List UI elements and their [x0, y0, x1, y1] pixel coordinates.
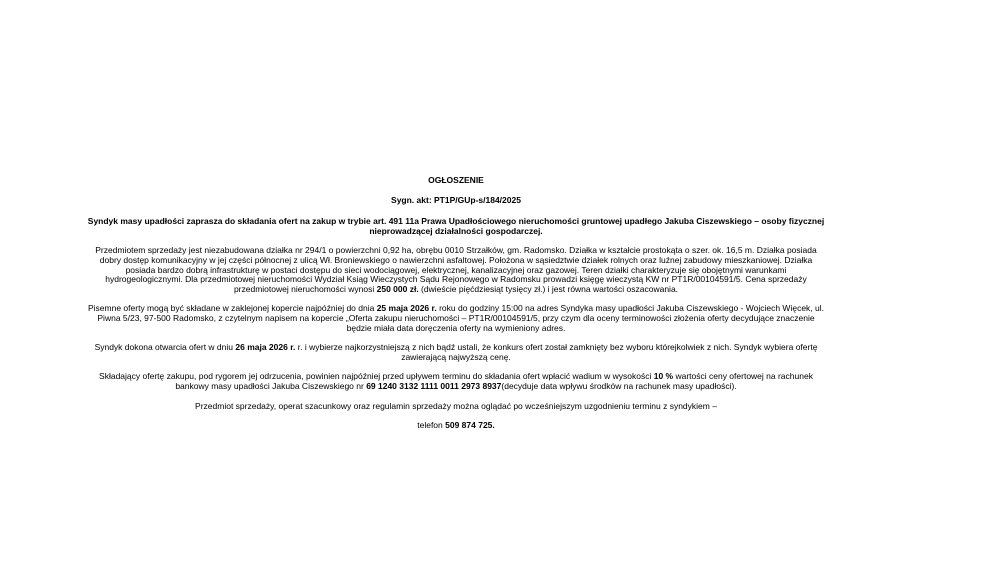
property-price: 250 000 zł.	[376, 283, 419, 294]
deposit-percentage: 10 %	[653, 371, 674, 382]
offer-submission-text: Pisemne oferty mogą być składane w zaklejonej kopercie najpóźniej do dnia	[88, 303, 377, 314]
deposit-text: Składający ofertę zakupu, pod rygorem jej odrzucenia, powinien najpóźniej przed upływem terminu do składania ofert wpłacić wadium w wysokości	[99, 371, 654, 382]
offer-submission-details: roku do godziny 15:00 na adres Syndyka masy upadłości Jakuba Ciszewskiego - Wojciech Więcek, ul. Piwna 5/23, 97-500 Radomsko, z czytelnym napisem na kopercie „Oferta zakupu nieruchomości – PT1R/00104591/5, przy czym dla oceny terminowości złożenia oferty decydujące znaczenie będzie miała data doręczenia oferty na wymieniony adres.	[97, 303, 824, 333]
announcement-title: OGŁOSZENIE	[428, 175, 484, 185]
announcement-document	[86, 176, 826, 431]
property-price-words: (dwieście pięćdziesiąt tysięcy zł.) i jest równa wartości oszacowania.	[418, 283, 679, 294]
inspection-paragraph: Przedmiot sprzedaży, operat szacunkowy oraz regulamin sprzedaży można oglądać po wcześniejszym uzgodnieniu terminu z syndykiem –	[195, 400, 717, 411]
case-reference-label: Sygn. akt:	[391, 194, 435, 205]
offer-deadline-date: 25 maja 2026 r.	[376, 303, 437, 314]
deposit-paragraph	[86, 372, 826, 391]
phone-label: telefon	[417, 420, 446, 431]
deposit-note: (decyduje data wpływu środków na rachunek masy upadłości).	[501, 380, 737, 391]
offer-opening-details: r. i wybierze najkorzystniejszą z nich bądź ustali, że konkurs ofert został zamknięty bez wyboru którejkolwiek z nich. Syndyk wybiera ofertę zawierającą najwyższą cenę.	[295, 342, 818, 362]
case-reference-value: PT1P/GUp-s/184/2025	[434, 194, 521, 205]
offer-opening-text: Syndyk dokona otwarcia ofert w dniu	[94, 342, 236, 353]
property-description-text: Przedmiotem sprzedaży jest niezabudowana działka nr 294/1 o powierzchni 0,92 ha, obrębu 0010 Strzałków, gm. Radomsko. Działka w kształcie prostokąta o szer. ok. 16,5 m. Działka posiada dobry dostęp komunikacyjny w jej części północnej z ulicą Wł. Broniewskiego o nawierzchni asfaltowej. Położona w sąsiedztwie działek rolnych oraz luźnej zabudowy mieszkaniowej. Działka posiada bardzo dobrą infrastrukturę w postaci dostępu do sieci wodociągowej, elektrycznej, kanalizacyjnej oraz gazowej. Teren działki charakteryzuje się obojętnymi warunkami hydrogeologicznymi. Dla przedmiotowej nieruchomości Wydział Ksiąg Wieczystych Sądu Rejonowego w Radomsku prowadzi księgę wieczystą KW nr PT1R/00104591/5. Cena sprzedaży przedmiotowej nieruchomości wynosi	[95, 245, 817, 294]
property-description-paragraph	[86, 246, 826, 294]
case-reference	[86, 196, 826, 206]
phone-number: 509 874 725.	[445, 420, 495, 431]
deposit-account-text: wartości ceny ofertowej na rachunek bankowy masy upadłości Jakuba Ciszewskiego nr	[175, 371, 813, 391]
offer-opening-paragraph	[86, 343, 826, 362]
offer-opening-date: 26 maja 2026 r.	[235, 342, 296, 353]
contact-phone	[86, 421, 826, 431]
offer-submission-paragraph	[86, 304, 826, 333]
bank-account-number: 69 1240 3132 1111 0011 2973 8937	[366, 380, 502, 391]
intro-paragraph: Syndyk masy upadłości zaprasza do składania ofert na zakup w trybie art. 491 11a Prawa Upadłościowego nieruchomości gruntowej upadłego Jakuba Ciszewskiego – osoby fizycznej nieprowadzącej działalności gospodarczej.	[87, 216, 825, 236]
